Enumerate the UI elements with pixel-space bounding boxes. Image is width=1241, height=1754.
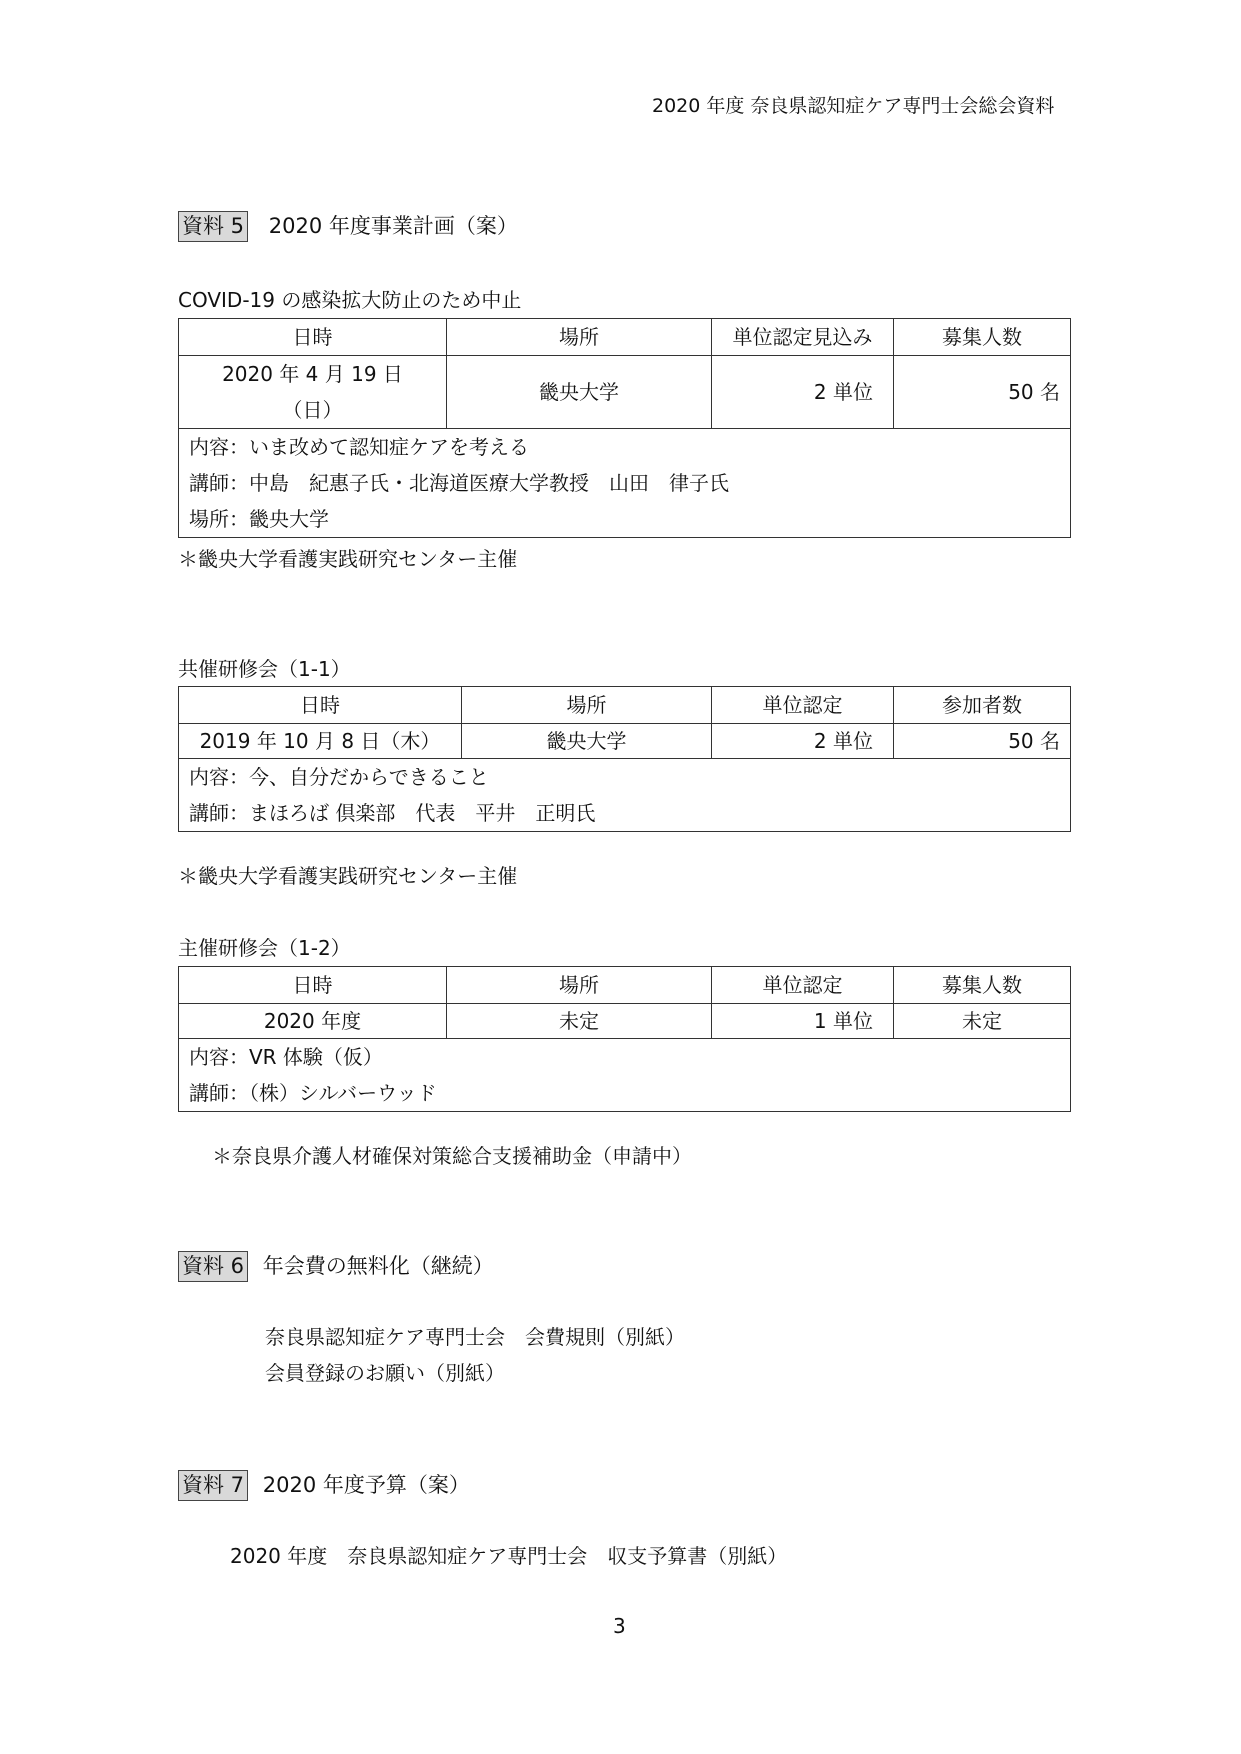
section-6-title: 年会費の無料化（継続） bbox=[262, 1254, 494, 1278]
section-7-line-1: 2020 年度 奈良県認知症ケア専門士会 収支予算書（別紙） bbox=[230, 1544, 788, 1568]
header-credits: 単位認定見込み bbox=[712, 319, 894, 356]
section-5-badge: 資料 5 bbox=[178, 211, 248, 242]
table-detail-row bbox=[179, 429, 1071, 538]
header-datetime: 日時 bbox=[179, 319, 447, 356]
section-6-heading bbox=[178, 1251, 494, 1282]
covid-cancel-note: COVID-19 の感染拡大防止のため中止 bbox=[178, 288, 522, 312]
section-6-line-1: 奈良県認知症ケア専門士会 会費規則（別紙） bbox=[265, 1325, 685, 1349]
table-detail-row bbox=[179, 759, 1071, 832]
cell-count: 未定 bbox=[894, 1004, 1071, 1039]
table-3-footnote: ＊奈良県介護人材確保対策総合支援補助金（申請中） bbox=[212, 1144, 692, 1168]
table-row bbox=[179, 1004, 1071, 1039]
date-line-1: 2020 年 4 月 19 日 bbox=[222, 362, 403, 386]
cell-credits: 1 単位 bbox=[712, 1004, 894, 1039]
cell-count: 50 名 bbox=[894, 356, 1071, 429]
section-7-badge: 資料 7 bbox=[178, 1470, 248, 1501]
section-5-heading bbox=[178, 211, 518, 242]
detail-lecturer: 講師：まほろば 倶楽部 代表 平井 正明氏 bbox=[189, 801, 596, 825]
table-header-row bbox=[179, 687, 1071, 724]
page-number: 3 bbox=[613, 1614, 626, 1638]
header-datetime: 日時 bbox=[179, 687, 462, 724]
section-6-line-2: 会員登録のお願い（別紙） bbox=[265, 1361, 505, 1385]
header-count: 募集人数 bbox=[894, 967, 1071, 1004]
table-2-footnote: ＊畿央大学看護実践研究センター主催 bbox=[178, 864, 518, 888]
cell-place: 畿央大学 bbox=[462, 724, 712, 759]
seminar-table-2020 bbox=[178, 966, 1071, 1112]
header-place: 場所 bbox=[447, 319, 712, 356]
section-7-title: 2020 年度予算（案） bbox=[262, 1473, 470, 1497]
table-header-row bbox=[179, 967, 1071, 1004]
cell-details bbox=[179, 429, 1071, 538]
header-participants: 参加者数 bbox=[894, 687, 1071, 724]
section-6-badge: 資料 6 bbox=[178, 1251, 248, 1282]
header-credits: 単位認定 bbox=[712, 687, 894, 724]
date-line-2: （日） bbox=[282, 398, 343, 422]
cell-datetime bbox=[179, 356, 447, 429]
host-seminar-title: 主催研修会（1-2） bbox=[178, 936, 351, 960]
seminar-table-2019-10 bbox=[178, 686, 1071, 832]
cell-count: 50 名 bbox=[894, 724, 1071, 759]
header-place: 場所 bbox=[447, 967, 712, 1004]
detail-content: 内容：今、自分だからできること bbox=[189, 765, 489, 789]
header-count: 募集人数 bbox=[894, 319, 1071, 356]
header-place: 場所 bbox=[462, 687, 712, 724]
section-7-heading bbox=[178, 1470, 470, 1501]
page-header: 2020 年度 奈良県認知症ケア専門士会総会資料 bbox=[652, 95, 1055, 117]
cell-credits: 2 単位 bbox=[712, 724, 894, 759]
detail-content: 内容：いま改めて認知症ケアを考える bbox=[189, 435, 529, 459]
detail-venue: 場所：畿央大学 bbox=[189, 507, 329, 531]
cell-place: 畿央大学 bbox=[447, 356, 712, 429]
section-5-title: 2020 年度事業計画（案） bbox=[268, 214, 518, 238]
table-row bbox=[179, 356, 1071, 429]
table-header-row bbox=[179, 319, 1071, 356]
table-detail-row bbox=[179, 1039, 1071, 1112]
detail-content: 内容：VR 体験（仮） bbox=[189, 1045, 383, 1069]
cell-datetime: 2020 年度 bbox=[179, 1004, 447, 1039]
detail-lecturer: 講師：中島 紀惠子氏・北海道医療大学教授 山田 律子氏 bbox=[189, 471, 729, 495]
cell-place: 未定 bbox=[447, 1004, 712, 1039]
table-row bbox=[179, 724, 1071, 759]
cell-details bbox=[179, 759, 1071, 832]
table-1-footnote: ＊畿央大学看護実践研究センター主催 bbox=[178, 547, 518, 571]
cell-details bbox=[179, 1039, 1071, 1112]
detail-lecturer: 講師：（株）シルバーウッド bbox=[189, 1081, 437, 1105]
header-credits: 単位認定 bbox=[712, 967, 894, 1004]
seminar-table-2020-04 bbox=[178, 318, 1071, 538]
header-datetime: 日時 bbox=[179, 967, 447, 1004]
cell-datetime: 2019 年 10 月 8 日（木） bbox=[179, 724, 462, 759]
cell-credits: 2 単位 bbox=[712, 356, 894, 429]
cohost-seminar-title: 共催研修会（1-1） bbox=[178, 657, 351, 681]
